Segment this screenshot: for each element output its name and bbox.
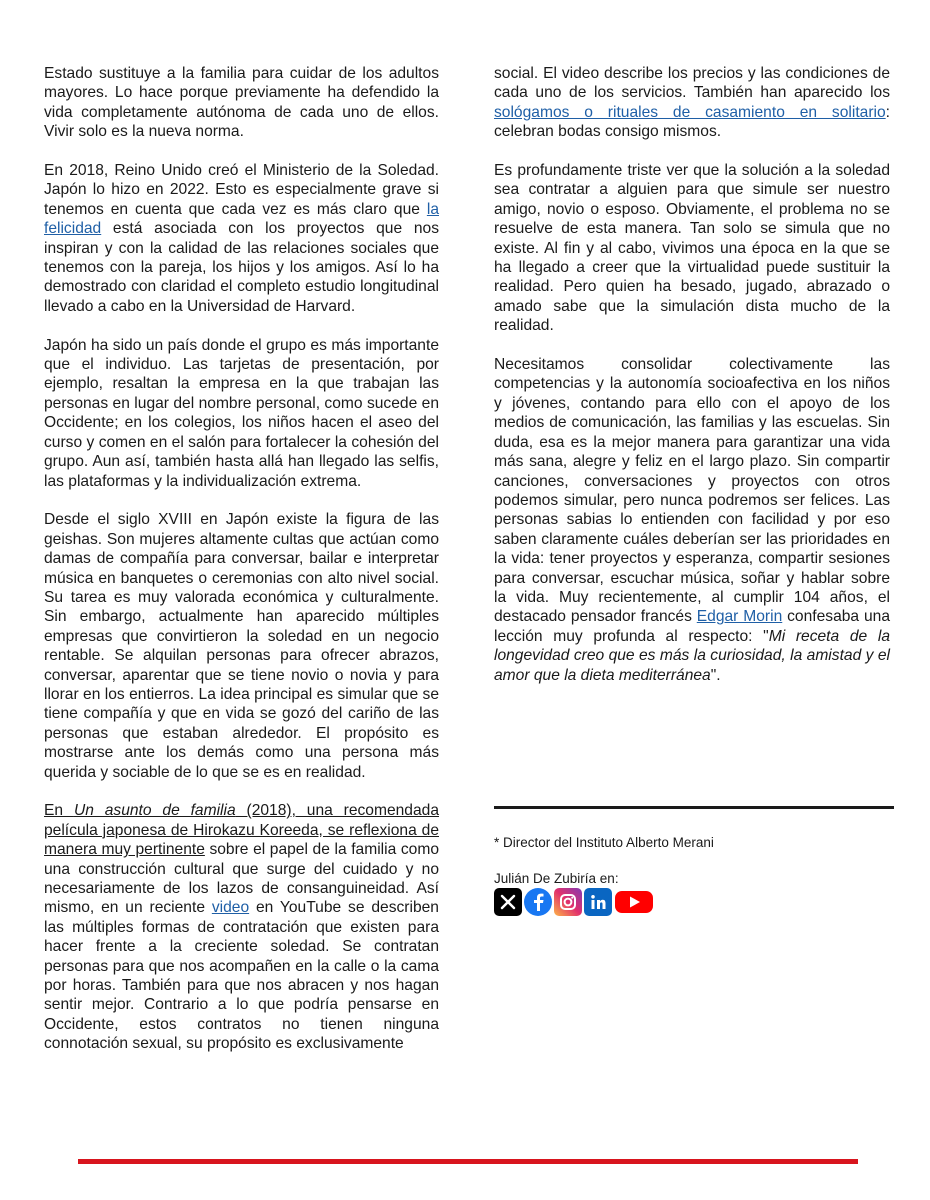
morin-quote: Mi receta de la longevidad creo que es más la curiosidad, la amistad y el amor que la dieta mediterránea bbox=[494, 627, 890, 684]
author-footnote: * Director del Instituto Alberto Merani bbox=[494, 835, 714, 850]
paragraph: Necesitamos consolidar colectivamente las competencias y la autonomía socioafectiva en los niños y jóvenes, contando para ello con el apoyo de los medios de comunicación, las familias y las escuelas. Sin duda, esa es la mejor manera para garantizar una vida más sana, alegre y feliz en el largo plazo. Sin compartir canciones, conversaciones y proyectos con otros podemos simular, pero nunca podremos ser felices. Las personas sabias lo entienden con facilidad y por eso saben claramente cuáles deberían ser las prioridades en la vida: tener proyectos y esperanza, compartir sesiones para conversar, escuchar música, soñar y hablar sobre la vida. Muy recientemente, al cumplir 104 años, el destacado pensador francés Edgar Morin confesaba una lección muy profunda al respecto: "Mi receta de la longevidad creo que es más la curiosidad, la amistad y el amor que la dieta mediterránea". bbox=[494, 356, 890, 684]
social-links bbox=[494, 888, 654, 916]
footer-red-line bbox=[78, 1159, 858, 1164]
x-icon[interactable] bbox=[494, 888, 522, 916]
left-column bbox=[44, 64, 439, 1073]
sologamos-link[interactable]: sológamos o rituales de casamiento en solitario bbox=[494, 103, 886, 121]
paragraph: social. El video describe los precios y las condiciones de cada uno de los servicios. También han aparecido los sológamos o rituales de casamiento en solitario: celebran bodas consigo mismos. bbox=[494, 65, 890, 141]
paragraph: Desde el siglo XVIII en Japón existe la figura de las geishas. Son mujeres altamente cultas que actúan como damas de compañía para conversar, bailar e interpretar música en banquetes o ceremonias con alto nivel social. Su tarea es muy valorada económica y culturalmente. Sin embargo, actualmente han aparecido múltiples empresas que convirtieron la soledad en un negocio rentable. Se alquilan personas para ofrecer abrazos, conversar, aparentar que se tiene novio o novia y para llorar en los entierros. La idea principal es simular que se tiene compañía y que en vida se gozó del cariño de las personas que estaban alrededor. El propósito es mostrarse ante los demás como una persona más querida y sociable de lo que se es en realidad. bbox=[44, 511, 439, 781]
paragraph: En Un asunto de familia (2018), una recomendada película japonesa de Hirokazu Koreeda, se reflexiona de manera muy pertinente sobre el papel de la familia como una construcción cultural que surge del cuidado y no necesariamente de los lazos de consanguineidad. Así mismo, en un reciente video en YouTube se describen las múltiples formas de contratación que existen para hacer frente a la creciente soledad. Se contratan personas para que nos acompañen en la calle o la cama por horas. También para que nos abracen y nos hagan sentir mejor. Contrario a lo que podría pensarse en Occidente, estos contratos no tienen ninguna connotación sexual, su propósito es exclusivamente bbox=[44, 802, 439, 1053]
paragraph: En 2018, Reino Unido creó el Ministerio de la Soledad. Japón lo hizo en 2022. Esto es especialmente grave si tenemos en cuenta que cada vez es más claro que la felicidad está asociada con los proyectos que nos inspiran y con la calidad de las relaciones sociales que tenemos con la pareja, los hijos y los amigos. Así lo ha demostrado con claridad el completo estudio longitudinal llevado a cabo en la Universidad de Harvard. bbox=[44, 162, 439, 315]
follow-label: Julián De Zubiría en: bbox=[494, 871, 619, 886]
paragraph: Es profundamente triste ver que la solución a la soledad sea contratar a alguien para que simule ser nuestro amigo, novio o esposo. Obviamente, el problema no se resuelve de esta manera. Tan solo se simula que no existe. Al fin y al cabo, vivimos una época en la que se ha llegado a creer que la virtualidad puede sustituir la realidad. Pero quien ha besado, jugado, abrazado o amado sabe que la simulación dista mucho de la realidad. bbox=[494, 162, 890, 335]
youtube-icon[interactable] bbox=[614, 888, 654, 916]
instagram-icon[interactable] bbox=[554, 888, 582, 916]
paragraph: Estado sustituye a la familia para cuidar de los adultos mayores. Lo hace porque previamente ha defendido la vida completamente autónoma de cada uno de ellos. Vivir solo es la nueva norma. bbox=[44, 65, 439, 141]
edgar-morin-link[interactable]: Edgar Morin bbox=[696, 608, 783, 626]
paragraph: Japón ha sido un país donde el grupo es más importante que el individuo. Las tarjetas de presentación, por ejemplo, resaltan la empresa en la que trabajan las personas en lugar del nombre personal, como sucede en Occidente; en los colegios, los niños hacen el aseo del curso y comen en el salón para fortalecer la cohesión del grupo. Aun así, también hasta allá han llegado las selfis, las plataformas y la individualización extrema. bbox=[44, 336, 439, 490]
film-title: Un asunto de familia bbox=[73, 802, 236, 820]
la-felicidad-link[interactable]: la felicidad bbox=[44, 200, 439, 238]
linkedin-icon[interactable] bbox=[584, 888, 612, 916]
right-column bbox=[494, 64, 890, 704]
facebook-icon[interactable] bbox=[524, 888, 552, 916]
video-link[interactable]: video bbox=[211, 899, 250, 917]
divider-rule bbox=[494, 806, 894, 809]
